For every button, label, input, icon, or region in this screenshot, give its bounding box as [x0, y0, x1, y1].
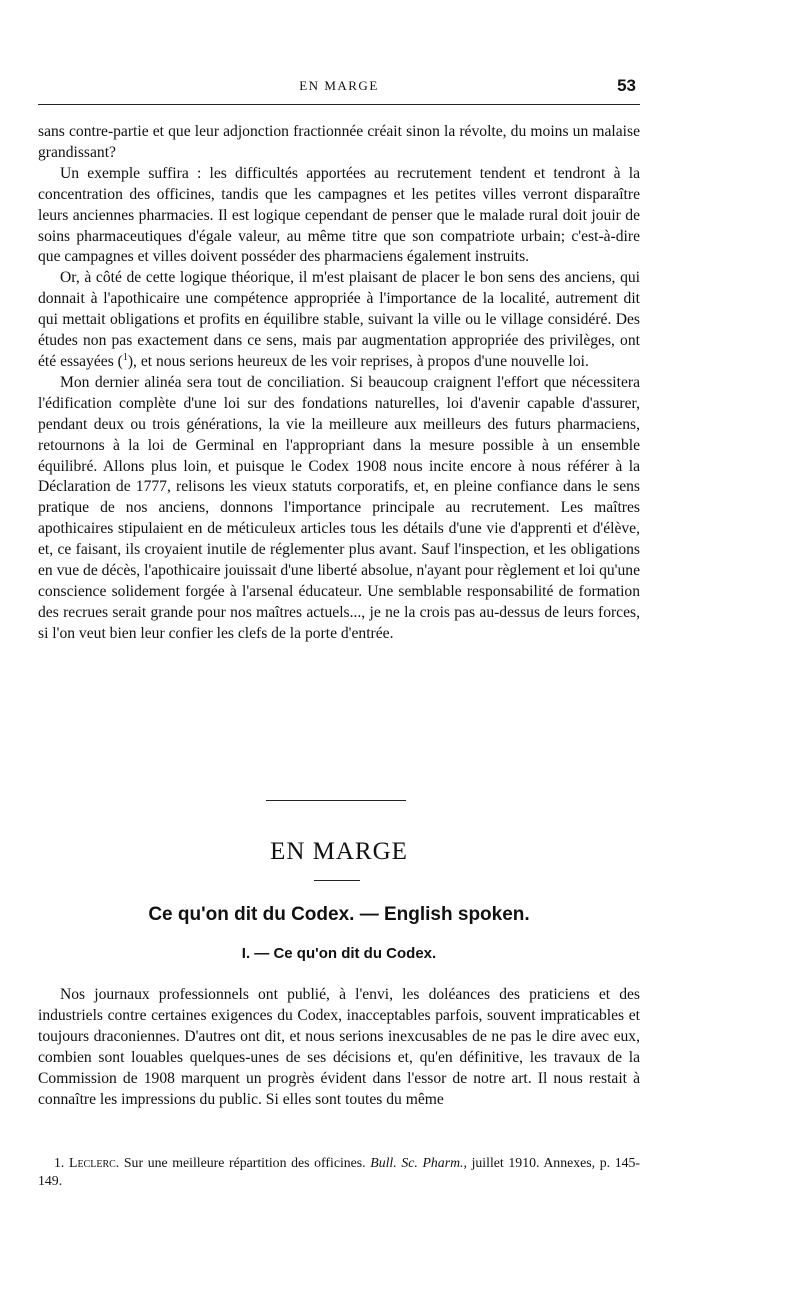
section-separator	[266, 800, 406, 801]
paragraph-3	[38, 268, 640, 373]
page-number: 53	[617, 76, 636, 95]
body-text	[38, 122, 640, 645]
section-subtitle: Ce qu'on dit du Codex. — English spoken.	[148, 904, 530, 925]
section-paragraph-1: Nos journaux professionnels ont publié, à l'envi, les doléances des praticiens et des industriels contre certaines exigences du Codex, inacceptables parfois, souvent impraticables et toujours draconiennes. D'autres ont dit, et nous serions inexcusables de ne pas le dire avec eux, combien sont louables quelques-unes de ses décisions et, qu'en définitive, les travaux de la Commission de 1908 marquent un progrès évident dans l'essor de notre art. Il nous restait à connaître les impressions du public. Si elles sont toutes du même	[38, 986, 640, 1108]
paragraph-3-text-a: Or, à côté de cette logique théorique, il m'est plaisant de placer le bon sens des anciens, qui donnait à l'apothicaire une compétence appropriée à l'importance de la localité, autrement dit qui mettait obligations et profits en équilibre stable, suivant la ville ou le village considéré. Des études non pas exactement dans ce sens, mais par augmentation appropriée des privilèges, ont été essayées (	[38, 269, 640, 370]
paragraph-4: Mon dernier alinéa sera tout de conciliation. Si beaucoup craignent l'effort que nécessitera l'édification complète d'une loi sur des fondations naturelles, loi d'avenir capable d'assurer, pendant deux ou trois générations, la vie la meilleure aux meilleurs des futurs pharmaciens, retournons à la loi de Germinal en l'appropriant dans la mesure possible à un ensemble équilibré. Allons plus loin, et puisque le Codex 1908 nous incite encore à nous référer à la Déclaration de 1777, relisons les vieux statuts corporatifs, et, en pleine confiance dans le sens pratique de nos anciens, donnons l'importance principale au recrutement. Les maîtres apothicaires stipulaient en de méticuleux articles tous les détails d'une vie d'apprenti et d'élève, et, ce faisant, ils croyaient inutile de réglementer plus avant. Sauf l'inspection, et les obligations en vue de décès, l'apothicaire jouissait d'une liberté absolue, n'ayant pour règlement et loi qu'une conscience solidement forgée à l'arsenal éducateur. Une semblable responsabilité de formation des recrues serait grande pour nos maîtres actuels..., je ne la crois pas au-dessus de leurs forces, si l'on veut bien leur confier les clefs de la porte d'entrée.	[38, 373, 640, 642]
footnote	[38, 1154, 640, 1190]
footnote-text-a: . Sur une meilleure répartition des officines.	[115, 1155, 371, 1170]
running-head	[38, 76, 640, 98]
section-body	[38, 984, 640, 1110]
footnote-number: 1.	[54, 1155, 65, 1170]
footnote-author: Leclerc	[69, 1155, 116, 1170]
footnote-reference[interactable]: 1	[122, 351, 128, 363]
footnote-text-b: , juillet 1910. Annexes, p. 145-149.	[38, 1155, 640, 1188]
running-title: EN MARGE	[299, 78, 379, 93]
title-rule	[314, 880, 360, 881]
header-rule	[38, 104, 640, 105]
section-title: EN MARGE	[270, 838, 408, 865]
paragraph-2: Un exemple suffira : les difficultés apportées au recrutement tendent et tendront à la concentration des officines, tandis que les campagnes et les petites villes verront disparaître leurs anciennes pharmacies. Il est logique cependant de penser que le malade rural doit jouir de soins pharmaceutiques d'égale valeur, au même titre que son compatriote urbain; c'est-à-dire que campagnes et villes doivent posséder des pharmaciens également instruits.	[38, 164, 640, 266]
paragraph-1: sans contre-partie et que leur adjonction fractionnée créait sinon la révolte, du moins un malaise grandissant?	[38, 123, 640, 161]
paragraph-3-text-b: ), et nous serions heureux de les voir reprises, à propos d'une nouvelle loi.	[127, 352, 589, 370]
footnote-journal: Bull. Sc. Pharm.	[370, 1155, 464, 1170]
subsection-heading: I. — Ce qu'on dit du Codex.	[241, 945, 437, 962]
